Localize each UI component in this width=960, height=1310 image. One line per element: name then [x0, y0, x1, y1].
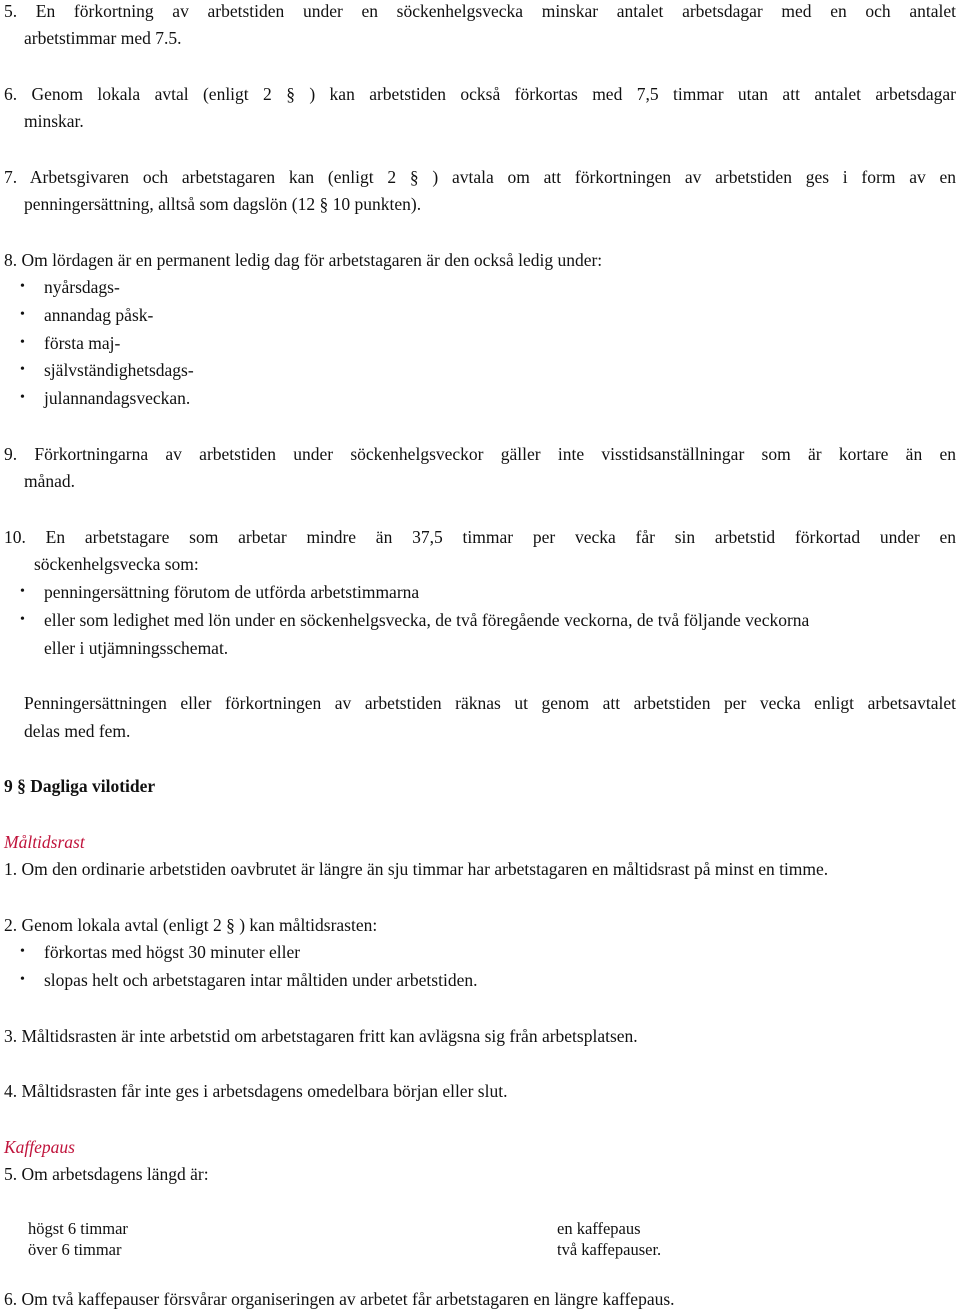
maltid-p2: 2. Genom lokala avtal (enligt 2 § ) kan måltidsrasten: — [4, 915, 378, 935]
subheading-kaffepaus: Kaffepaus — [4, 1137, 75, 1157]
bullet-icon: • — [20, 307, 25, 322]
bullet-icon: • — [20, 279, 25, 294]
p10-line1: 10. En arbetstagare som arbetar mindre än 37,5 timmar per vecka får sin arbetstid förkortad under en — [4, 527, 956, 547]
p8-item: självständighetsdags- — [44, 360, 194, 380]
table-cell-pauses: en kaffepaus — [557, 1219, 641, 1238]
p8-intro: 8. Om lördagen är en permanent ledig dag för arbetstagaren är den också ledig under: — [4, 250, 603, 270]
bullet-icon: • — [20, 335, 25, 350]
maltid-p1: 1. Om den ordinarie arbetstiden oavbrutet är längre än sju timmar har arbetstagaren en måltidsrast på minst en timme. — [4, 859, 829, 879]
p9-line1: 9. Förkortningarna av arbetstiden under söckenhelgsveckor gäller inte visstidsanställningar som är kortare än en — [4, 444, 956, 464]
p8-item: första maj- — [44, 333, 121, 353]
p6-line1: 6. Genom lokala avtal (enligt 2 § ) kan arbetstiden också förkortas med 7,5 timmar utan att antalet arbetsdagar — [4, 84, 956, 104]
table-cell-length: över 6 timmar — [28, 1240, 122, 1259]
table-cell-length: högst 6 timmar — [28, 1219, 128, 1238]
p7-line1: 7. Arbetsgivaren och arbetstagaren kan (enligt 2 § ) avtala om att förkortningen av arbetstiden ges i form av en — [4, 167, 956, 187]
bullet-icon: • — [20, 584, 25, 599]
table-cell-pauses: två kaffepauser. — [557, 1240, 662, 1259]
bullet-icon: • — [20, 390, 25, 405]
maltid-p4: 4. Måltidsrasten får inte ges i arbetsdagens omedelbara början eller slut. — [4, 1081, 508, 1101]
penning-line1: Penningersättningen eller förkortningen av arbetstiden räknas ut genom att arbetstiden per vecka enligt arbetsavtalet — [24, 693, 956, 713]
kaffe-p6: 6. Om två kaffepauser försvårar organiseringen av arbetet får arbetstagaren en längre kaffepaus. — [4, 1289, 675, 1309]
p5-line1: 5. En förkortning av arbetstiden under en söckenhelgsvecka minskar antalet arbetsdagar med en och antalet — [4, 1, 956, 21]
maltid-item: slopas helt och arbetstagaren intar måltiden under arbetstiden. — [44, 970, 478, 990]
p5-line2: arbetstimmar med 7.5. — [24, 28, 182, 48]
p9-line2: månad. — [24, 471, 76, 491]
bullet-icon: • — [20, 612, 25, 627]
p10-line2: söckenhelgsvecka som: — [34, 554, 199, 574]
p10-item-continuation: eller i utjämningsschemat. — [44, 638, 229, 658]
p10-item: eller som ledighet med lön under en söckenhelgsvecka, de två föregående veckorna, de två följande veckorna — [44, 610, 810, 630]
p10-item: penningersättning förutom de utförda arbetstimmarna — [44, 582, 420, 602]
p6-line2: minskar. — [24, 111, 84, 131]
maltid-p3: 3. Måltidsrasten är inte arbetstid om arbetstagaren fritt kan avlägsna sig från arbetsplatsen. — [4, 1026, 638, 1046]
subheading-maltidsrast: Måltidsrast — [4, 832, 85, 852]
bullet-icon: • — [20, 944, 25, 959]
kaffe-p5: 5. Om arbetsdagens längd är: — [4, 1164, 209, 1184]
p7-line2: penningersättning, alltså som dagslön (12 § 10 punkten). — [24, 194, 422, 214]
bullet-icon: • — [20, 362, 25, 377]
p8-item: nyårsdags- — [44, 277, 120, 297]
maltid-item: förkortas med högst 30 minuter eller — [44, 942, 301, 962]
p8-item: annandag påsk- — [44, 305, 154, 325]
section-heading: 9 § Dagliga vilotider — [4, 776, 156, 796]
p8-item: julannandagsveckan. — [44, 388, 191, 408]
penning-line2: delas med fem. — [24, 721, 131, 741]
bullet-icon: • — [20, 972, 25, 987]
